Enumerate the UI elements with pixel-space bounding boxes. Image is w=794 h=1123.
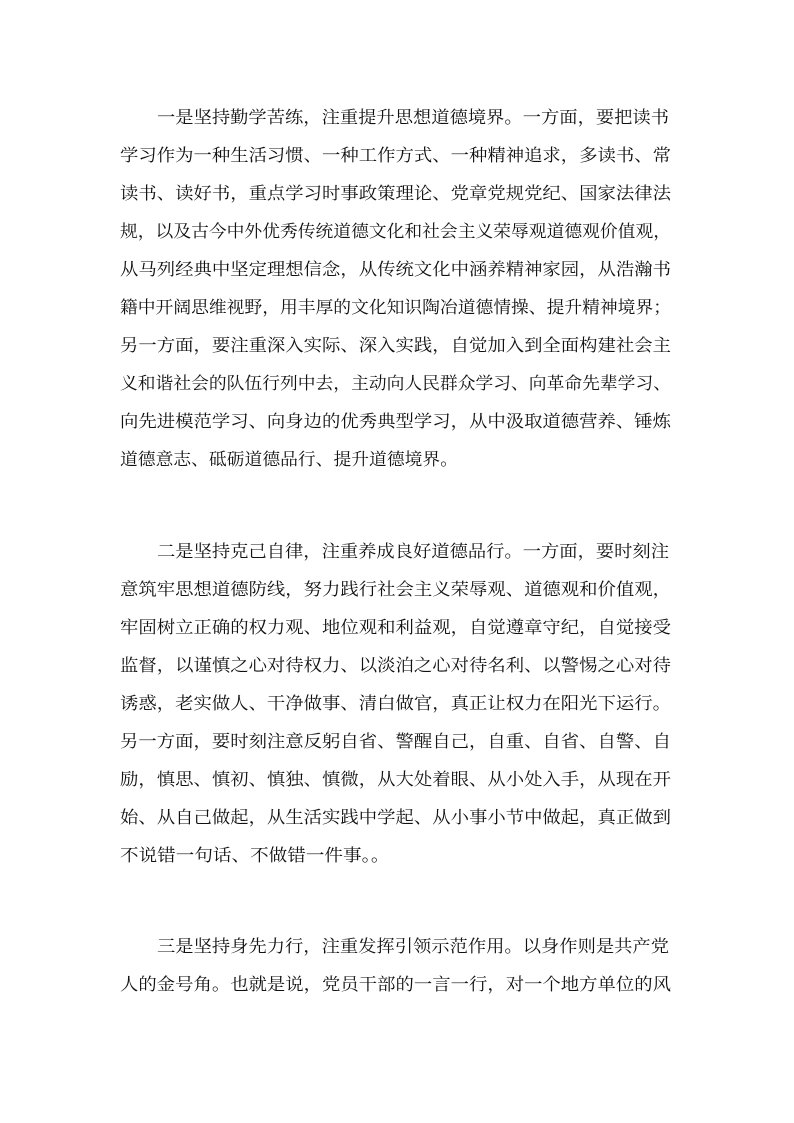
- paragraph-line: 道德意志、砥砺道德品行、提升道德境界。: [120, 450, 458, 470]
- paragraph-line: 从马列经典中坚定理想信念，从传统文化中涵养精神家园，从浩瀚书: [120, 260, 671, 280]
- paragraph-line: 人的金号角。也就是说，党员干部的一言一行，对一个地方单位的风: [120, 975, 671, 995]
- paragraph-line: 规，以及古今中外优秀传统道德文化和社会主义荣辱观道德观价值观，: [120, 222, 671, 242]
- paragraph-line: 牢固树立正确的权力观、地位观和利益观，自觉遵章守纪，自觉接受: [120, 618, 671, 638]
- paragraph-line: 二是坚持克己自律，注重养成良好道德品行。一方面，要时刻注: [157, 542, 669, 562]
- paragraph-line: 不说错一句话、不做错一件事。。: [120, 846, 390, 866]
- paragraph-line: 监督，以谨慎之心对待权力、以淡泊之心对待名利、以警惕之心对待: [120, 656, 671, 676]
- paragraph-line: 读书、读好书，重点学习时事政策理论、党章党规党纪、国家法律法: [120, 184, 671, 204]
- paragraph-line: 一是坚持勤学苦练，注重提升思想道德境界。一方面，要把读书: [157, 108, 669, 128]
- paragraph-line: 意筑牢思想道德防线，努力践行社会主义荣辱观、道德观和价值观，: [120, 580, 671, 600]
- paragraph-line: 学习作为一种生活习惯、一种工作方式、一种精神追求，多读书、常: [120, 146, 671, 166]
- paragraph-line: 励，慎思、慎初、慎独、慎微，从大处着眼、从小处入手，从现在开: [120, 770, 671, 790]
- paragraph-line: 另一方面，要时刻注意反躬自省、警醒自己，自重、自省、自警、自: [120, 732, 671, 752]
- paragraph-line: 另一方面，要注重深入实际、深入实践，自觉加入到全面构建社会主: [120, 336, 671, 356]
- paragraph-line: 义和谐社会的队伍行列中去，主动向人民群众学习、向革命先辈学习、: [120, 374, 671, 394]
- paragraph-line: 始、从自己做起，从生活实践中学起、从小事小节中做起，真正做到: [120, 808, 671, 828]
- paragraph-line: 三是坚持身先力行，注重发挥引领示范作用。以身作则是共产党: [157, 937, 669, 957]
- paragraph-line: 诱惑，老实做人、干净做事、清白做官，真正让权力在阳光下运行。: [120, 694, 671, 714]
- paragraph-line: 向先进模范学习、向身边的优秀典型学习，从中汲取道德营养、锤炼: [120, 412, 671, 432]
- paragraph-line: 籍中开阔思维视野，用丰厚的文化知识陶冶道德情操、提升精神境界；: [120, 298, 671, 318]
